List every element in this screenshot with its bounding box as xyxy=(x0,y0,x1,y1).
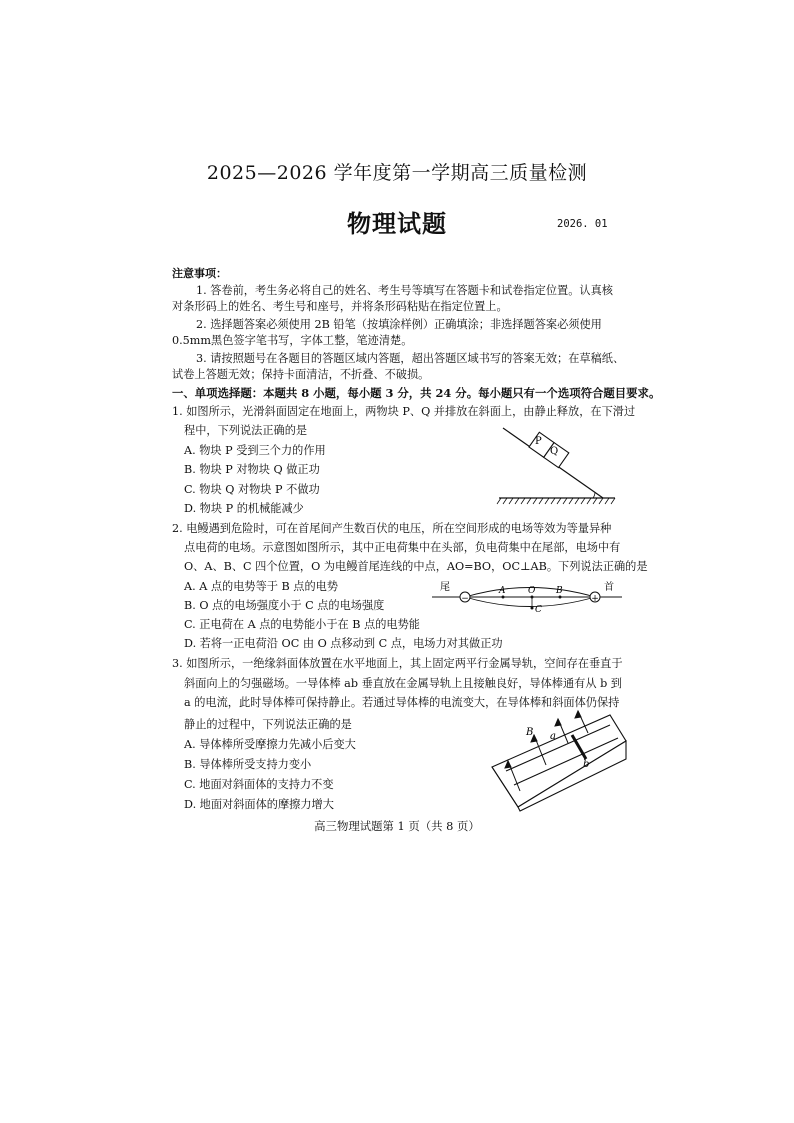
question-2-option-d: D. 若将一正电荷沿 OC 由 O 点移动到 C 点，电场力对其做正功 xyxy=(184,637,503,650)
section-heading: 一、单项选择题：本题共 8 小题，每小题 3 分，共 24 分。每小题只有一个选项符合题目要求。 xyxy=(172,386,661,400)
question-1-option-c: C. 物块 Q 对物块 P 不做功 xyxy=(184,483,320,496)
eel-field-figure xyxy=(432,580,622,614)
question-2-stem: O、A、B、C 四个位置，O 为电鳗首尾连线的中点，AO=BO，OC⊥AB。下列说法正确的是 xyxy=(184,560,648,573)
question-2-stem: 点电荷的电场。示意图如图所示，其中正电荷集中在头部，负电荷集中在尾部，电场中有 xyxy=(184,541,621,554)
question-1-stem: 1. 如图所示，光滑斜面固定在地面上，两物块 P、Q 并排放在斜面上，由静止释放，在下滑过 xyxy=(172,405,636,418)
rail-incline-figure xyxy=(490,705,630,815)
question-3-stem: a 的电流，此时导体棒可保持静止。若通过导体棒的电流变大，在导体棒和斜面体仍保持 xyxy=(184,696,620,709)
field-b-label: B xyxy=(526,727,534,738)
exam-title: 2025—2026 学年度第一学期高三质量检测 xyxy=(206,162,588,184)
question-2-option-b: B. O 点的电场强度小于 C 点的电场强度 xyxy=(184,599,385,612)
rod-end-b-label: b xyxy=(583,759,590,770)
notice-line: 对条形码上的姓名、考生号和座号，并将条形码粘贴在指定位置上。 xyxy=(172,300,508,313)
question-2-stem: 2. 电鳗遇到危险时，可在首尾间产生数百伏的电压，所在空间形成的电场等效为等量异种 xyxy=(172,522,612,535)
point-c-label: C xyxy=(535,605,542,614)
notice-line: 1. 答卷前，考生务必将自己的姓名、考生号等填写在答题卡和试卷指定位置。认真核 xyxy=(196,284,613,297)
question-3-option-b: B. 导体棒所受支持力变小 xyxy=(184,758,312,771)
block-p-label: P xyxy=(535,436,542,447)
svg-text:+: + xyxy=(591,594,599,604)
incline-figure xyxy=(495,420,625,512)
rod-end-a-label: a xyxy=(550,731,556,742)
head-label: 首 xyxy=(604,582,614,593)
notice-line: 3. 请按照题号在各题目的答题区域内答题，超出答题区域书写的答案无效；在草稿纸、 xyxy=(196,352,625,365)
question-3-stem: 3. 如图所示，一绝缘斜面体放置在水平地面上，其上固定两平行金属导轨，空间存在垂直于 xyxy=(172,657,623,670)
question-2-option-a: A. A 点的电势等于 B 点的电势 xyxy=(184,580,339,593)
svg-text:−: − xyxy=(461,594,469,604)
question-3-option-a: A. 导体棒所受摩擦力先减小后变大 xyxy=(184,738,356,751)
question-1-option-a: A. 物块 P 受到三个力的作用 xyxy=(184,444,326,457)
notice-line: 试卷上答题无效；保持卡面清洁，不折叠、不破损。 xyxy=(172,368,430,381)
notice-line: 0.5mm黑色签字笔书写，字体工整，笔迹清楚。 xyxy=(172,334,413,347)
question-1-option-b: B. 物块 P 对物块 Q 做正功 xyxy=(184,463,320,476)
question-3-stem: 斜面向上的匀强磁场。一导体棒 ab 垂直放在金属导轨上且接触良好，导体棒通有从 b 到 xyxy=(184,677,622,690)
block-q-label: Q xyxy=(550,446,559,457)
notice-heading: 注意事项： xyxy=(172,267,227,280)
question-2-option-c: C. 正电荷在 A 点的电势能小于在 B 点的电势能 xyxy=(184,618,420,631)
exam-date: 2026. 01 xyxy=(557,218,608,230)
question-1-option-d: D. 物块 P 的机械能减少 xyxy=(184,502,304,515)
question-3-option-d: D. 地面对斜面体的摩擦力增大 xyxy=(184,798,334,811)
question-3-stem: 静止的过程中，下列说法正确的是 xyxy=(184,718,352,731)
notice-line: 2. 选择题答案必须使用 2B 铅笔（按填涂样例）正确填涂；非选择题答案必须使用 xyxy=(196,318,602,331)
subject-title: 物理试题 xyxy=(347,209,447,238)
question-1-stem: 程中，下列说法正确的是 xyxy=(184,424,308,437)
point-o-label: O xyxy=(528,586,536,596)
tail-label: 尾 xyxy=(440,582,450,593)
question-3-option-c: C. 地面对斜面体的支持力不变 xyxy=(184,778,334,791)
page-footer: 高三物理试题第 1 页（共 8 页） xyxy=(314,819,480,833)
point-b-label: B xyxy=(556,586,563,596)
point-a-label: A xyxy=(499,586,506,596)
